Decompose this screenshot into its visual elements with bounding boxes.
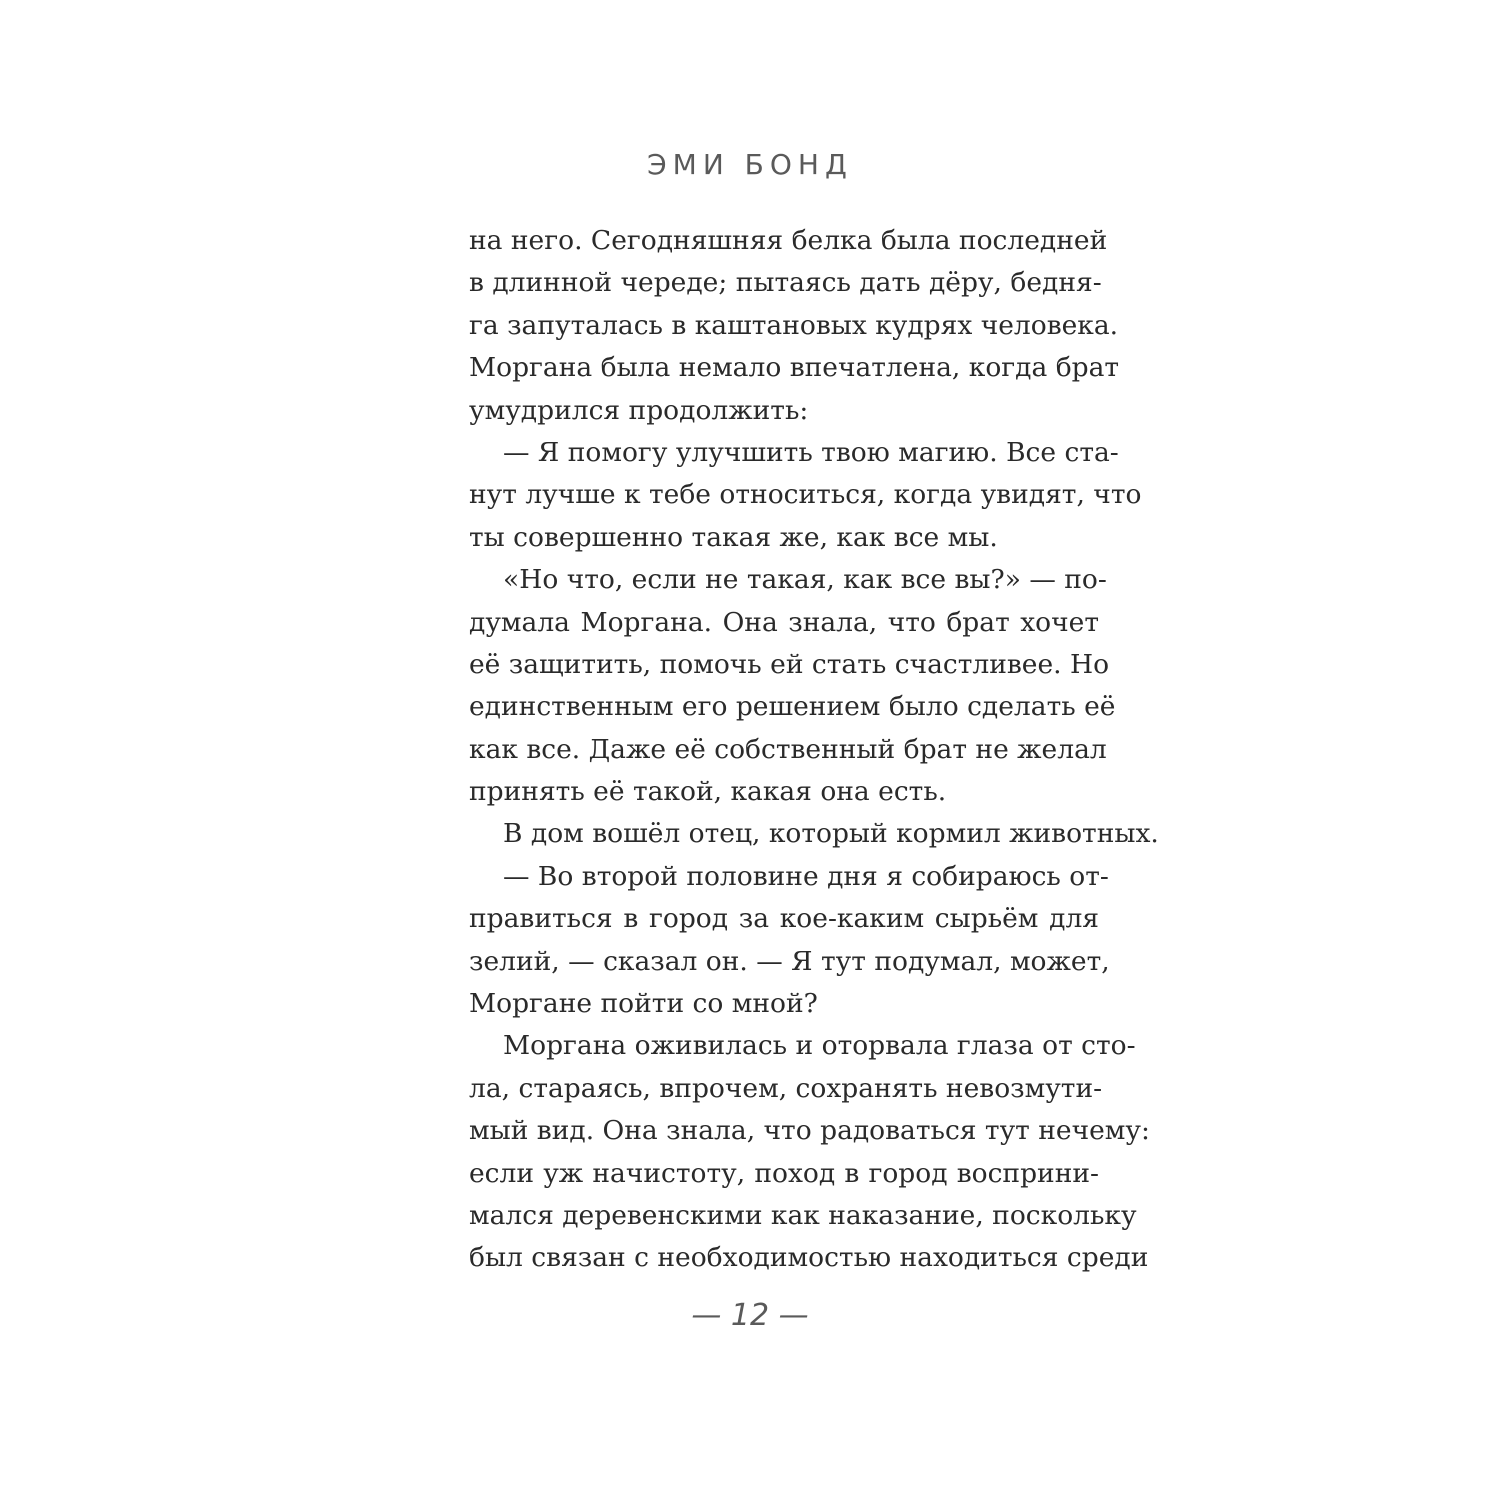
text-line: Моргана была немало впечатлена, когда брат bbox=[469, 352, 1120, 384]
text-line: принять её такой, какая она есть. bbox=[469, 776, 947, 808]
text-line: — Во второй половине дня я собираюсь от- bbox=[503, 860, 1109, 892]
text-line: единственным его решением было сделать её bbox=[469, 691, 1116, 723]
text-line: ты совершенно такая же, как все мы. bbox=[469, 521, 998, 553]
text-line: — Я помогу улучшить твою магию. Все ста- bbox=[503, 436, 1119, 468]
text-line: умудрился продолжить: bbox=[469, 394, 809, 426]
text-line: ла, стараясь, впрочем, сохранять невозмути- bbox=[469, 1072, 1103, 1104]
body-text bbox=[469, 220, 1159, 1280]
text-line: на него. Сегодняшняя белка была последней bbox=[469, 225, 1108, 256]
page-number: — 12 — bbox=[691, 1298, 809, 1333]
text-line: Моргане пойти со мной? bbox=[469, 988, 818, 1020]
text-line: В дом вошёл отец, который кормил животных. bbox=[503, 818, 1159, 850]
text-line: Моргана оживилась и оторвала глаза от сто- bbox=[503, 1030, 1136, 1062]
text-line: зелий, — сказал он. — Я тут подумал, может, bbox=[469, 945, 1110, 977]
text-line: если уж начистоту, поход в город восприни- bbox=[469, 1157, 1099, 1189]
text-line: мался деревенскими как наказание, поскольку bbox=[469, 1199, 1137, 1231]
text-line: был связан с необходимостью находиться среди bbox=[469, 1242, 1149, 1274]
text-line: как все. Даже её собственный брат не желал bbox=[469, 733, 1107, 765]
text-line: га запуталась в каштановых кудрях человека. bbox=[469, 309, 1119, 341]
text-line: её защитить, помочь ей стать счастливее. Но bbox=[469, 648, 1110, 680]
text-line: «Но что, если не такая, как все вы?» — по- bbox=[503, 564, 1107, 596]
text-line: правиться в город за кое-каким сырьём для bbox=[469, 903, 1099, 935]
text-line: в длинной череде; пытаясь дать дёру, бедня- bbox=[469, 267, 1102, 299]
running-head-author: ЭМИ БОНД bbox=[647, 148, 853, 181]
text-line: нут лучше к тебе относиться, когда увидят, что bbox=[469, 479, 1142, 511]
text-line: думала Моргана. Она знала, что брат хочет bbox=[469, 606, 1099, 638]
text-line: мый вид. Она знала, что радоваться тут нечему: bbox=[469, 1115, 1150, 1147]
